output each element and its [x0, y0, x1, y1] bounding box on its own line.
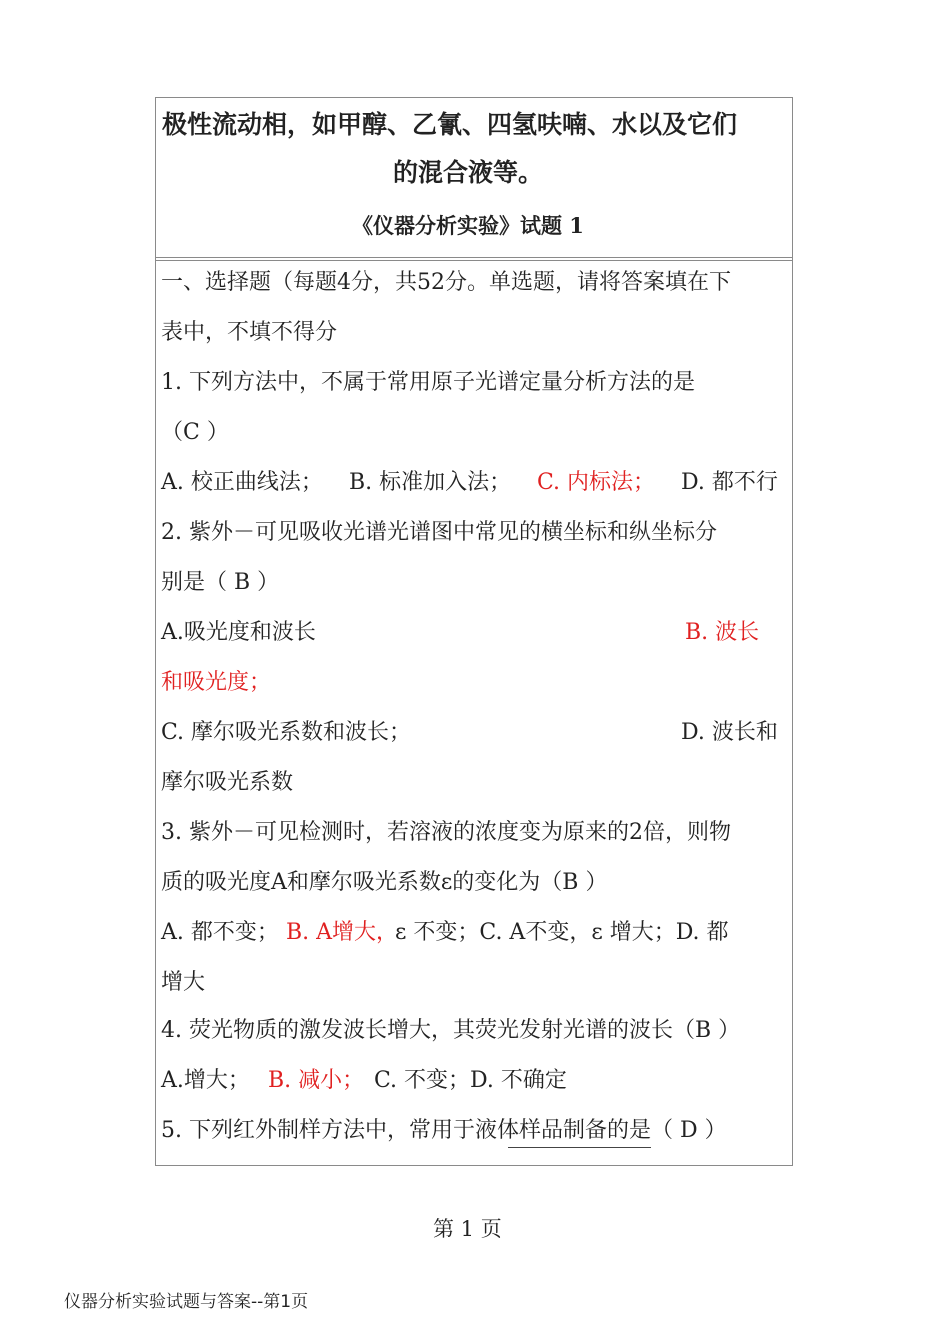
- question-3-options-rest: ε 不变；C. A不变，ε 增大；D. 都: [395, 920, 729, 945]
- question-1-option-b: B. 标准加入法；: [349, 470, 512, 495]
- question-2-option-c: C. 摩尔吸光系数和波长；: [161, 720, 412, 745]
- intro-text-line2: 的混合液等。: [393, 158, 544, 187]
- question-4-stem: [161, 1016, 740, 1046]
- question-3-option-b: B. A增大，: [286, 920, 399, 945]
- section-heading-line2: 表中，不填不得分: [161, 320, 338, 345]
- question-2-stem: 2. 紫外－可见吸收光谱光谱图中常见的横坐标和纵坐标分: [161, 520, 717, 545]
- answer-underline: [508, 1147, 651, 1148]
- question-4-stem-part3: 其荧光发射光谱的波长（B ）: [453, 1018, 741, 1043]
- question-3-option-d-cont: 增大: [161, 970, 206, 995]
- question-4-option-b: B. 减小；: [268, 1068, 365, 1093]
- question-2-option-d-cont: 摩尔吸光系数: [161, 770, 294, 795]
- question-2-stem-cont: 别是（ B ）: [161, 570, 280, 595]
- question-5-stem: [161, 1116, 727, 1146]
- question-1-option-d: D. 都不行: [681, 470, 778, 495]
- question-4-stem-part1: 4. 荧光物质的: [161, 1018, 299, 1043]
- question-2-option-d: D. 波长和: [681, 720, 778, 745]
- question-4-options-rest: C. 不变；D. 不确定: [374, 1068, 567, 1093]
- question-4-option-a: A.增大；: [161, 1068, 250, 1093]
- document-caption: 仪器分析实验试题与答案--第1页: [64, 1292, 309, 1312]
- question-1-answer: （C ）: [161, 420, 229, 445]
- question-3-option-a: A. 都不变；: [161, 920, 279, 945]
- question-3-stem-cont: 质的吸光度A和摩尔吸光系数ε的变化为（B ）: [161, 870, 608, 895]
- question-5-stem-part1: 5. 下列红外制样方法中，常用于: [161, 1118, 475, 1143]
- question-2-option-b-cont: 和吸光度；: [161, 670, 272, 695]
- question-2-option-b: B. 波长: [685, 620, 760, 645]
- question-5-stem-part2: 液体样品制备: [474, 1118, 607, 1143]
- page-number: 第 1 页: [433, 1217, 502, 1241]
- intro-text-line1: 极性流动相，如甲醇、乙氰、四氢呋喃、水以及它们: [162, 110, 738, 139]
- question-1-stem: 1. 下列方法中，不属于常用原子光谱定量分析方法的是: [161, 370, 695, 395]
- question-2-option-a: A.吸光度和波长: [161, 620, 316, 645]
- section-heading-line1: 一、选择题（每题4分，共52分。单选题，请将答案填在下: [161, 270, 731, 295]
- exam-title: 《仪器分析实验》试题 1: [352, 213, 584, 238]
- question-3-stem: 3. 紫外－可见检测时，若溶液的浓度变为原来的2倍，则物: [161, 820, 731, 845]
- question-5-stem-part3: 的是（ D ）: [607, 1118, 727, 1143]
- question-4-stem-part2: 激发波长增大，: [298, 1018, 453, 1043]
- question-1-option-c: C. 内标法；: [537, 470, 656, 495]
- question-1-option-a: A. 校正曲线法；: [161, 470, 323, 495]
